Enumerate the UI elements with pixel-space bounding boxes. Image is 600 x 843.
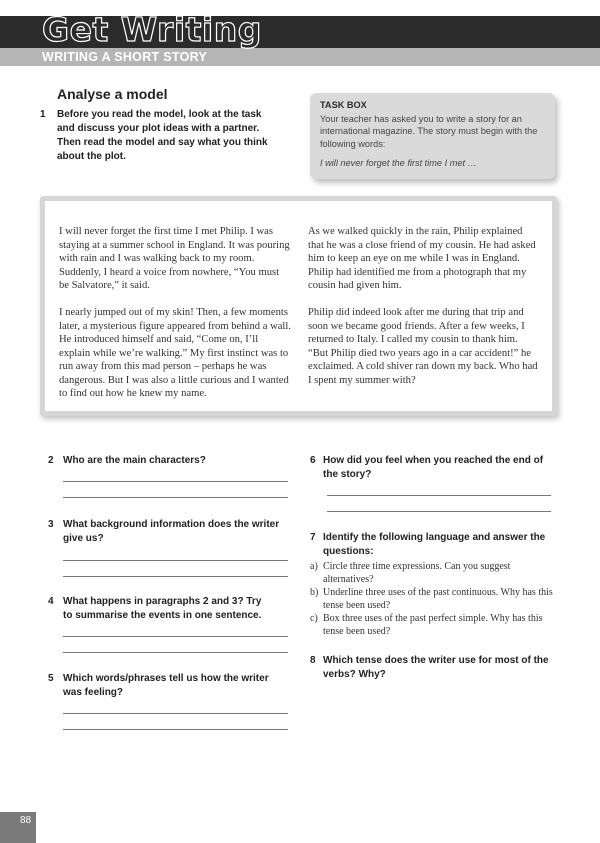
- item-letter: b): [310, 587, 319, 598]
- question-text: How did you feel when you reached the end of the story?: [323, 455, 544, 480]
- question-7: [310, 531, 550, 558]
- q7-item-a: [310, 560, 560, 586]
- item-text: Box three uses of the past perfect simple. Why has this tense been used?: [323, 613, 543, 637]
- question-2: [48, 454, 288, 468]
- q7-item-b: [310, 586, 560, 612]
- item-text: Underline three uses of the past continuous. Why has this tense been used?: [323, 587, 553, 611]
- answer-line[interactable]: [63, 481, 288, 482]
- question-number: 3: [48, 519, 54, 530]
- answer-line[interactable]: [63, 576, 288, 577]
- question-text: Which words/phrases tell us how the writer was feeling?: [63, 673, 269, 698]
- answer-line[interactable]: [63, 636, 288, 637]
- answer-line[interactable]: [63, 497, 288, 498]
- answer-line[interactable]: [63, 729, 288, 730]
- item-letter: a): [310, 561, 318, 572]
- question-1: [40, 108, 270, 164]
- question-text: Identify the following language and answer the questions:: [323, 532, 546, 557]
- answer-line[interactable]: [63, 560, 288, 561]
- task-box: [310, 93, 555, 179]
- story-paragraph: As we walked quickly in the rain, Philip explained that he was a close friend of my cousin. He had asked him to keep an eye on me while I was in England. Philip had identified me from a photograph that my cousin had given him.: [308, 226, 536, 291]
- answer-line[interactable]: [63, 652, 288, 653]
- unit-title: Get Writing: [42, 10, 262, 49]
- model-story: [40, 196, 557, 416]
- answer-line[interactable]: [63, 713, 288, 714]
- question-text: What happens in paragraphs 2 and 3? Try to summarise the events in one sentence.: [63, 596, 262, 621]
- task-box-heading: TASK BOX: [320, 100, 367, 110]
- question-text: What background information does the writer give us?: [63, 519, 280, 544]
- unit-subtitle: WRITING A SHORT STORY: [42, 50, 208, 64]
- question-text: Before you read the model, look at the task and discuss your plot ideas with a partner. Then read the model and say what you think about the plot.: [57, 109, 268, 162]
- model-column-right: [308, 225, 540, 401]
- model-column-left: [59, 225, 291, 414]
- question-number: 2: [48, 455, 54, 466]
- story-paragraph: Philip did indeed look after me during that trip and soon we became good friends. After a few weeks, I returned to Italy. I called my cousin to thank him. “But Philip died two years ago in a car accident!” he exclaimed. A cold shiver ran down my back. Who had I spent my summer with?: [308, 307, 538, 386]
- question-6: [310, 454, 555, 481]
- question-number: 6: [310, 455, 316, 466]
- story-paragraph: I will never forget the first time I met Philip. I was staying at a summer school in England. It was pouring with rain and I was walking back to my room. Suddenly, I heard a voice from nowhere, “You must be Salvatore,” it said.: [59, 226, 290, 291]
- task-box-prompt: I will never forget the first time I met …: [320, 158, 477, 168]
- question-5: [48, 672, 288, 699]
- question-number: 8: [310, 655, 316, 666]
- answer-line[interactable]: [327, 495, 551, 496]
- question-number: 7: [310, 532, 316, 543]
- item-text: Circle three time expressions. Can you suggest alternatives?: [323, 561, 511, 585]
- story-paragraph: I nearly jumped out of my skin! Then, a few moments later, a mysterious figure appeared from behind a wall. He introduced himself and said, “Come on, I’ll explain while we’re walking.” My first instinct was to run away from this mad person – perhaps he was dangerous. But I was also a little curious and I wanted to find out how he knew my name.: [59, 307, 291, 399]
- q7-item-c: [310, 612, 560, 638]
- item-letter: c): [310, 613, 318, 624]
- task-box-instructions: Your teacher has asked you to write a story for an international magazine. The story must begin with the following words:: [320, 113, 538, 149]
- question-number: 5: [48, 673, 54, 684]
- section-title: Analyse a model: [57, 86, 168, 102]
- question-8: [310, 654, 555, 681]
- page-number: 88: [20, 815, 32, 826]
- question-number: 1: [40, 109, 46, 120]
- question-4: [48, 595, 273, 622]
- question-text: Which tense does the writer use for most of the verbs? Why?: [323, 655, 549, 680]
- question-number: 4: [48, 596, 54, 607]
- question-3: [48, 518, 293, 545]
- question-text: Who are the main characters?: [63, 455, 206, 466]
- answer-line[interactable]: [327, 511, 551, 512]
